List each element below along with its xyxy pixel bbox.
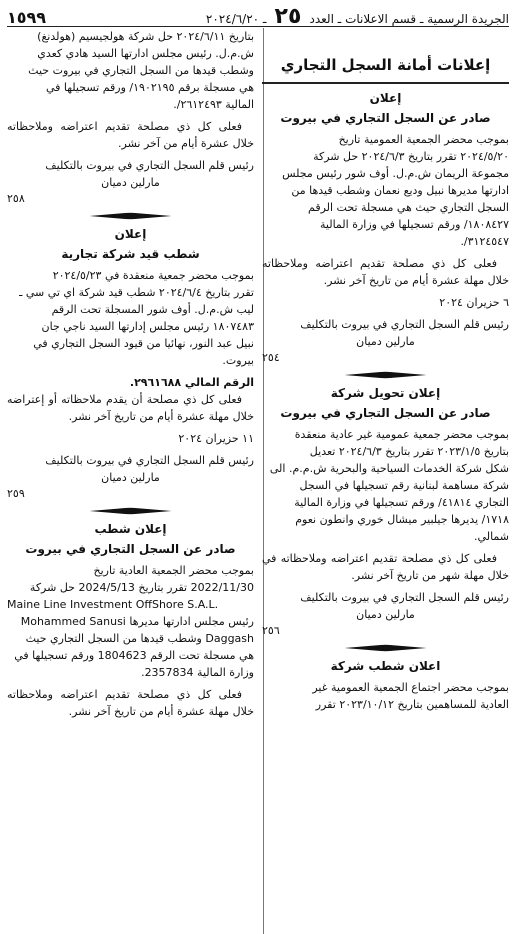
notice-objection: فعلى كل ذي مصلحة تقديم اعتراضه وملاحظاته خلال مهلة عشرة أيام من تاريخ آخر نشر. [7,688,254,718]
notice-signatory-name: مارلين دميان [356,608,415,621]
notice-line: ١٧١٨/ يديرها جيلبير ميشال خوري وانطون نعوم [295,513,509,526]
notice-line: بموجب محضر الجمعية العادية تاريخ [93,564,254,577]
notice-number: ٢٥٩ [7,487,25,500]
separator-ornament [262,368,509,381]
notice-line: ١٨٠٧٤٨٣ رئيس مجلس إدارتها السيد ناجي جان [41,320,254,333]
header-title-group [206,4,509,29]
notice-line: بتاريخ ٢٠٢٣/١/٥ تقرر بتاريخ ٢٠٢٤/٦/٣ تعديل [309,445,509,458]
notice-line: هي مسجلة برقم ١٩٠٢١٩٥/ ورقم تسجيلها في [45,81,254,94]
notice-objection: فعلى كل ذي مصلحة أن يقدم ملاحظاته أو إعتراضه خلال مهلة عشرة أيام من تاريخ آخر نشر. [7,393,254,423]
notice-removal-main-line [7,519,254,720]
notice-line: ش.م.ل. رئيس مجلس ادارتها السيد هادي كعدي [37,47,254,60]
notice-company-name-en: Maine Line Investment OffShore S.A.L. [7,598,219,611]
notice-line: بيروت. [222,354,254,367]
notice-line: شمالي. [474,530,509,543]
notice-label: إعلان [369,91,402,105]
notice-objection: فعلى كل ذي مصلحة تقديم اعتراضه وملاحظاته في خلال مهلة شهر من تاريخ آخر نشر. [262,552,509,582]
notice-number: ٢٥٤ [262,351,280,364]
notice-line: 2022/11/30 تقرر بتاريخ 2024/5/13 حل شركة [29,581,254,594]
notice-label: إعلان شطب [94,522,167,536]
notice-signatory-title: رئيس قلم السجل التجاري في بيروت بالتكليف [300,318,509,331]
notice-254 [262,88,509,366]
notice-company-removal [262,656,509,713]
notice-line: نبيل عبد النور، نهائيا من قيود السجل التجاري في [33,337,254,350]
section-title: إعلانات أمانة السجل التجاري [262,28,509,84]
notice-heading: صادر عن السجل التجاري في بيروت [280,406,491,420]
notice-line: شركة مساهمة لبنانية رقم تسجيلها في السجل [299,479,509,492]
separator-ornament [7,209,254,222]
notice-line: بموجب محضر الجمعية العمومية تاريخ [338,133,509,146]
notice-line: بتاريخ ٢٠٢٤/٦/١١ حل شركة هولجيسيم (هولدنغ) [37,30,254,43]
notice-financial-number: الرقم المالي ٢٩٦١٦٨٨. [129,376,254,389]
notice-line: ٢٠٢٤/٥/٢٠ تقرر بتاريخ ٢٠٢٤/٦/٣ حل شركة [313,150,509,163]
notice-line: بموجب محضر جمعية عمومية غير عادية منعقدة [294,428,509,441]
notice-line: العادية للمساهمين بتاريخ ٢٠٢٣/١٠/١٢ تقرر [315,698,509,711]
issue-number: ٢٥ [274,4,302,29]
notice-label: إعلان تحويل شركة [330,386,441,400]
notice-line: ادارتها مديرها نبيل وديع نعمان وشطب قيدها من [291,184,509,197]
notice-line: مجموعة الريمان ش.م.ل. أوف شور رئيس مجلس [282,167,509,180]
notice-line: التجاري ٤١٨١٤/ ورقم تسجيلها في وزارة المالية [294,496,509,509]
notice-signatory-name: مارلين دميان [356,335,415,348]
notice-date: ١١ حزيران ٢٠٢٤ [178,432,254,445]
notice-date: ٦ حزيران ٢٠٢٤ [439,296,509,309]
notice-258 [7,28,254,207]
page-number: ١٥٩٩ [7,8,47,27]
page-header [7,4,509,27]
notice-line: رئيس مجلس ادارتها مديرها Mohammed Sanusi [20,615,254,628]
notice-signatory-name: مارلين دميان [101,471,160,484]
notice-label: إعلان [114,227,147,241]
notice-line: ليب ش.م.ل. أوف شور المسجلة تحت الرقم [51,303,254,316]
notice-line: Daggash وشطب قيدها من السجل التجاري حيث [25,632,254,645]
notice-line: بموجب محضر اجتماع الجمعية العمومية غير [312,681,509,694]
notice-number: ٢٥٨ [7,192,25,205]
separator-ornament [262,641,509,654]
notice-line: هي مسجلة تحت الرقم 1804623 ورقم تسجيلها في [14,649,254,662]
notice-256 [262,383,509,639]
notice-line: تقرر بتاريخ ٢٠٢٤/٦/٤ شطب قيد شركة اي تي سي ـ [19,286,254,299]
notice-line: السجل التجاري حيث هي مسجلة تحت الرقم [308,201,509,214]
notice-line: وشطب قيدها من السجل التجاري في بيروت حيث [28,64,254,77]
notice-signatory-name: مارلين دميان [101,176,160,189]
notice-signatory-title: رئيس قلم السجل التجاري في بيروت بالتكليف [300,591,509,604]
notice-line: بموجب محضر جمعية منعقدة في ٢٠٢٤/٥/٢٣ [52,269,254,282]
notice-objection: فعلى كل ذي مصلحة تقديم اعتراضه وملاحظاته خلال عشرة أيام من آخر نشر. [7,120,254,150]
notice-signatory-title: رئيس قلم السجل التجاري في بيروت بالتكليف [45,454,254,467]
notice-heading: شطب قيد شركة تجارية [61,247,200,261]
gazette-title: الجريدة الرسمية ـ قسم الاعلانات ـ العدد [309,12,509,26]
notice-objection: فعلى كل ذي مصلحة تقديم اعتراضه وملاحظاته خلال مهلة عشرة أيام من تاريخ آخر نشر. [262,257,509,287]
notice-signatory-title: رئيس قلم السجل التجاري في بيروت بالتكليف [45,159,254,172]
notice-line: وزارة المالية 2357834. [141,666,254,679]
notice-label: اعلان شطب شركة [330,659,441,673]
notice-line: شكل شركة الخدمات السياحية والبحرية ش.م.م. الى [269,462,509,475]
issue-date: ـ ٢٠٢٤/٦/٢٠ [205,12,267,26]
left-column [7,28,254,720]
notice-heading: صادر عن السجل التجاري في بيروت [25,542,236,556]
notice-259 [7,224,254,502]
notice-number: ٢٥٦ [262,624,280,637]
notice-line: ١٨٠٨٤٢٧/ ورقم تسجيلها في وزارة المالية [320,218,509,231]
notice-line: المالية ٢٦١٢٤٩٣/. [173,98,254,111]
right-column [262,28,509,713]
notice-heading: صادر عن السجل التجاري في بيروت [280,111,491,125]
separator-ornament [7,504,254,517]
notice-line: ٣١٢٤٥٤٧/. [460,235,509,248]
